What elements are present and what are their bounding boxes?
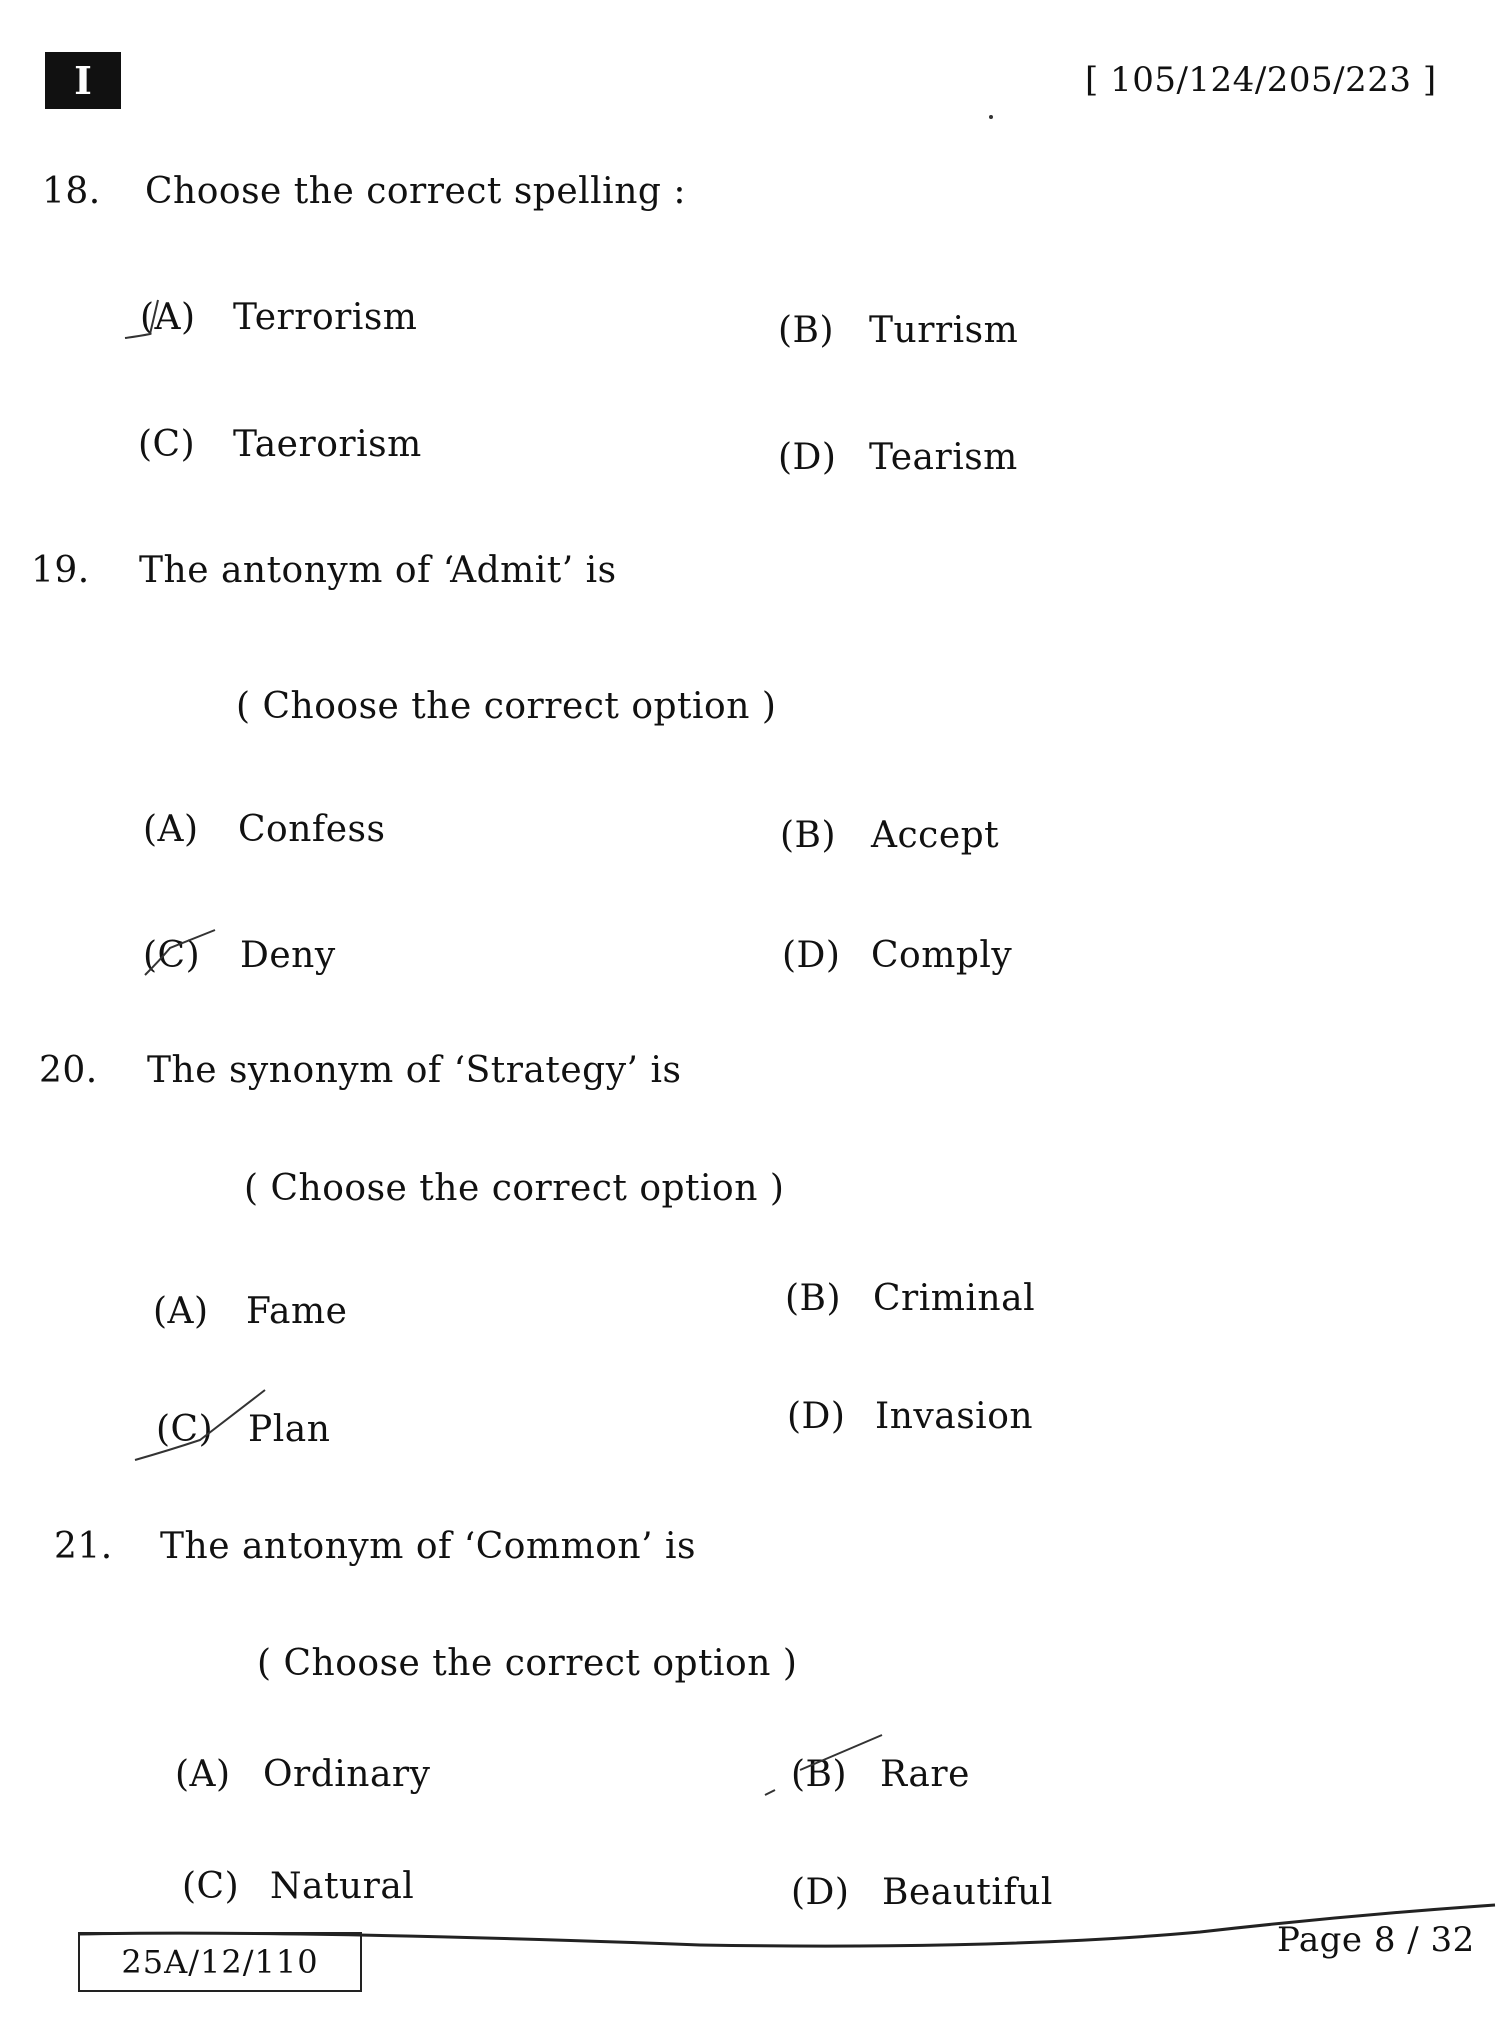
option-text: Terrorism [233, 297, 418, 338]
option-key: (B) [785, 1278, 842, 1319]
question-number: 18. [42, 171, 101, 212]
option-text: Deny [240, 935, 336, 976]
question-number: 21. [54, 1526, 113, 1567]
tick-mark-q20 [135, 1390, 265, 1460]
option-key: (D) [791, 1872, 850, 1913]
option-text: Plan [248, 1409, 331, 1450]
option-key: (B) [780, 815, 837, 856]
option-text: Confess [238, 809, 386, 850]
tick-mark-q21 [765, 1735, 882, 1795]
question-number: 20. [39, 1050, 98, 1091]
tick-mark-q18 [125, 300, 158, 338]
question-hint: ( Choose the correct option ) [236, 686, 777, 727]
question-hint: ( Choose the correct option ) [257, 1643, 798, 1684]
option-text: Accept [871, 815, 1000, 856]
option-key: (B) [791, 1754, 848, 1795]
option-key: (A) [140, 297, 196, 338]
question-text: The antonym of ‘Common’ is [160, 1526, 696, 1567]
option-key: (A) [143, 809, 199, 850]
option-text: Rare [880, 1754, 970, 1795]
option-key: (B) [778, 310, 835, 351]
option-text: Fame [246, 1291, 348, 1332]
option-text: Beautiful [882, 1872, 1053, 1913]
option-key: (C) [182, 1866, 240, 1907]
option-text: Criminal [873, 1278, 1036, 1319]
paper-code: [ 105/124/205/223 ] [1085, 60, 1437, 100]
option-key: (D) [782, 935, 841, 976]
question-text: Choose the correct spelling : [145, 171, 686, 212]
option-text: Natural [270, 1866, 415, 1907]
question-hint: ( Choose the correct option ) [244, 1168, 785, 1209]
option-key: (A) [153, 1291, 209, 1332]
page-number: Page 8 / 32 [1277, 1920, 1475, 1960]
option-key: (C) [143, 935, 201, 976]
option-key: (D) [778, 437, 837, 478]
option-key: (C) [156, 1409, 214, 1450]
question-number: 19. [31, 550, 90, 591]
question-text: The synonym of ‘Strategy’ is [147, 1050, 682, 1091]
option-text: Comply [871, 935, 1013, 976]
option-text: Invasion [875, 1396, 1034, 1437]
footer-code: 25A/12/110 [78, 1932, 362, 1992]
option-text: Taerorism [233, 424, 422, 465]
option-text: Tearism [869, 437, 1018, 478]
tick-mark-q19 [145, 930, 215, 975]
stray-dot [989, 115, 993, 119]
set-badge: I [45, 52, 121, 109]
option-key: (C) [138, 424, 196, 465]
option-text: Ordinary [263, 1754, 431, 1795]
option-key: (A) [175, 1754, 231, 1795]
option-text: Turrism [869, 310, 1019, 351]
option-key: (D) [787, 1396, 846, 1437]
question-text: The antonym of ‘Admit’ is [139, 550, 617, 591]
